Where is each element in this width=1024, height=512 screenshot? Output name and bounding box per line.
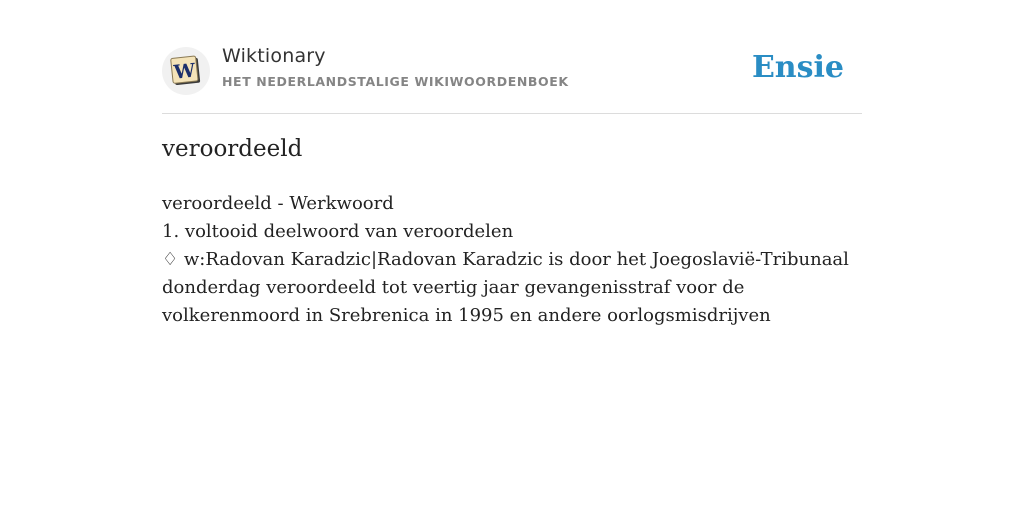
site-title[interactable]: Wiktionary [222, 45, 326, 67]
definition-sense: 1. voltooid deelwoord van veroordelen [162, 221, 514, 242]
definition-heading: veroordeeld - Werkwoord [162, 193, 394, 214]
page-title: veroordeeld [162, 136, 303, 162]
page-container [162, 0, 862, 326]
svg-text:W: W [172, 59, 197, 84]
site-subtitle: HET NEDERLANDSTALIGE WIKIWOORDENBOEK [222, 74, 569, 89]
definition-example: ♢ w:Radovan Karadzic|Radovan Karadzic is door het Joegoslavië-Tribunaal donderdag veroordeeld tot veertig jaar gevangenisstraf voor de volkerenmoord in Srebrenica in 1995 en andere oorlogsmisdrijven [162, 249, 849, 326]
site-header [162, 0, 862, 114]
definition-block [162, 190, 862, 330]
ensie-brand-link[interactable]: Ensie [751, 50, 844, 85]
wiktionary-logo[interactable] [162, 47, 210, 95]
wiktionary-w-tile-icon [169, 54, 203, 88]
